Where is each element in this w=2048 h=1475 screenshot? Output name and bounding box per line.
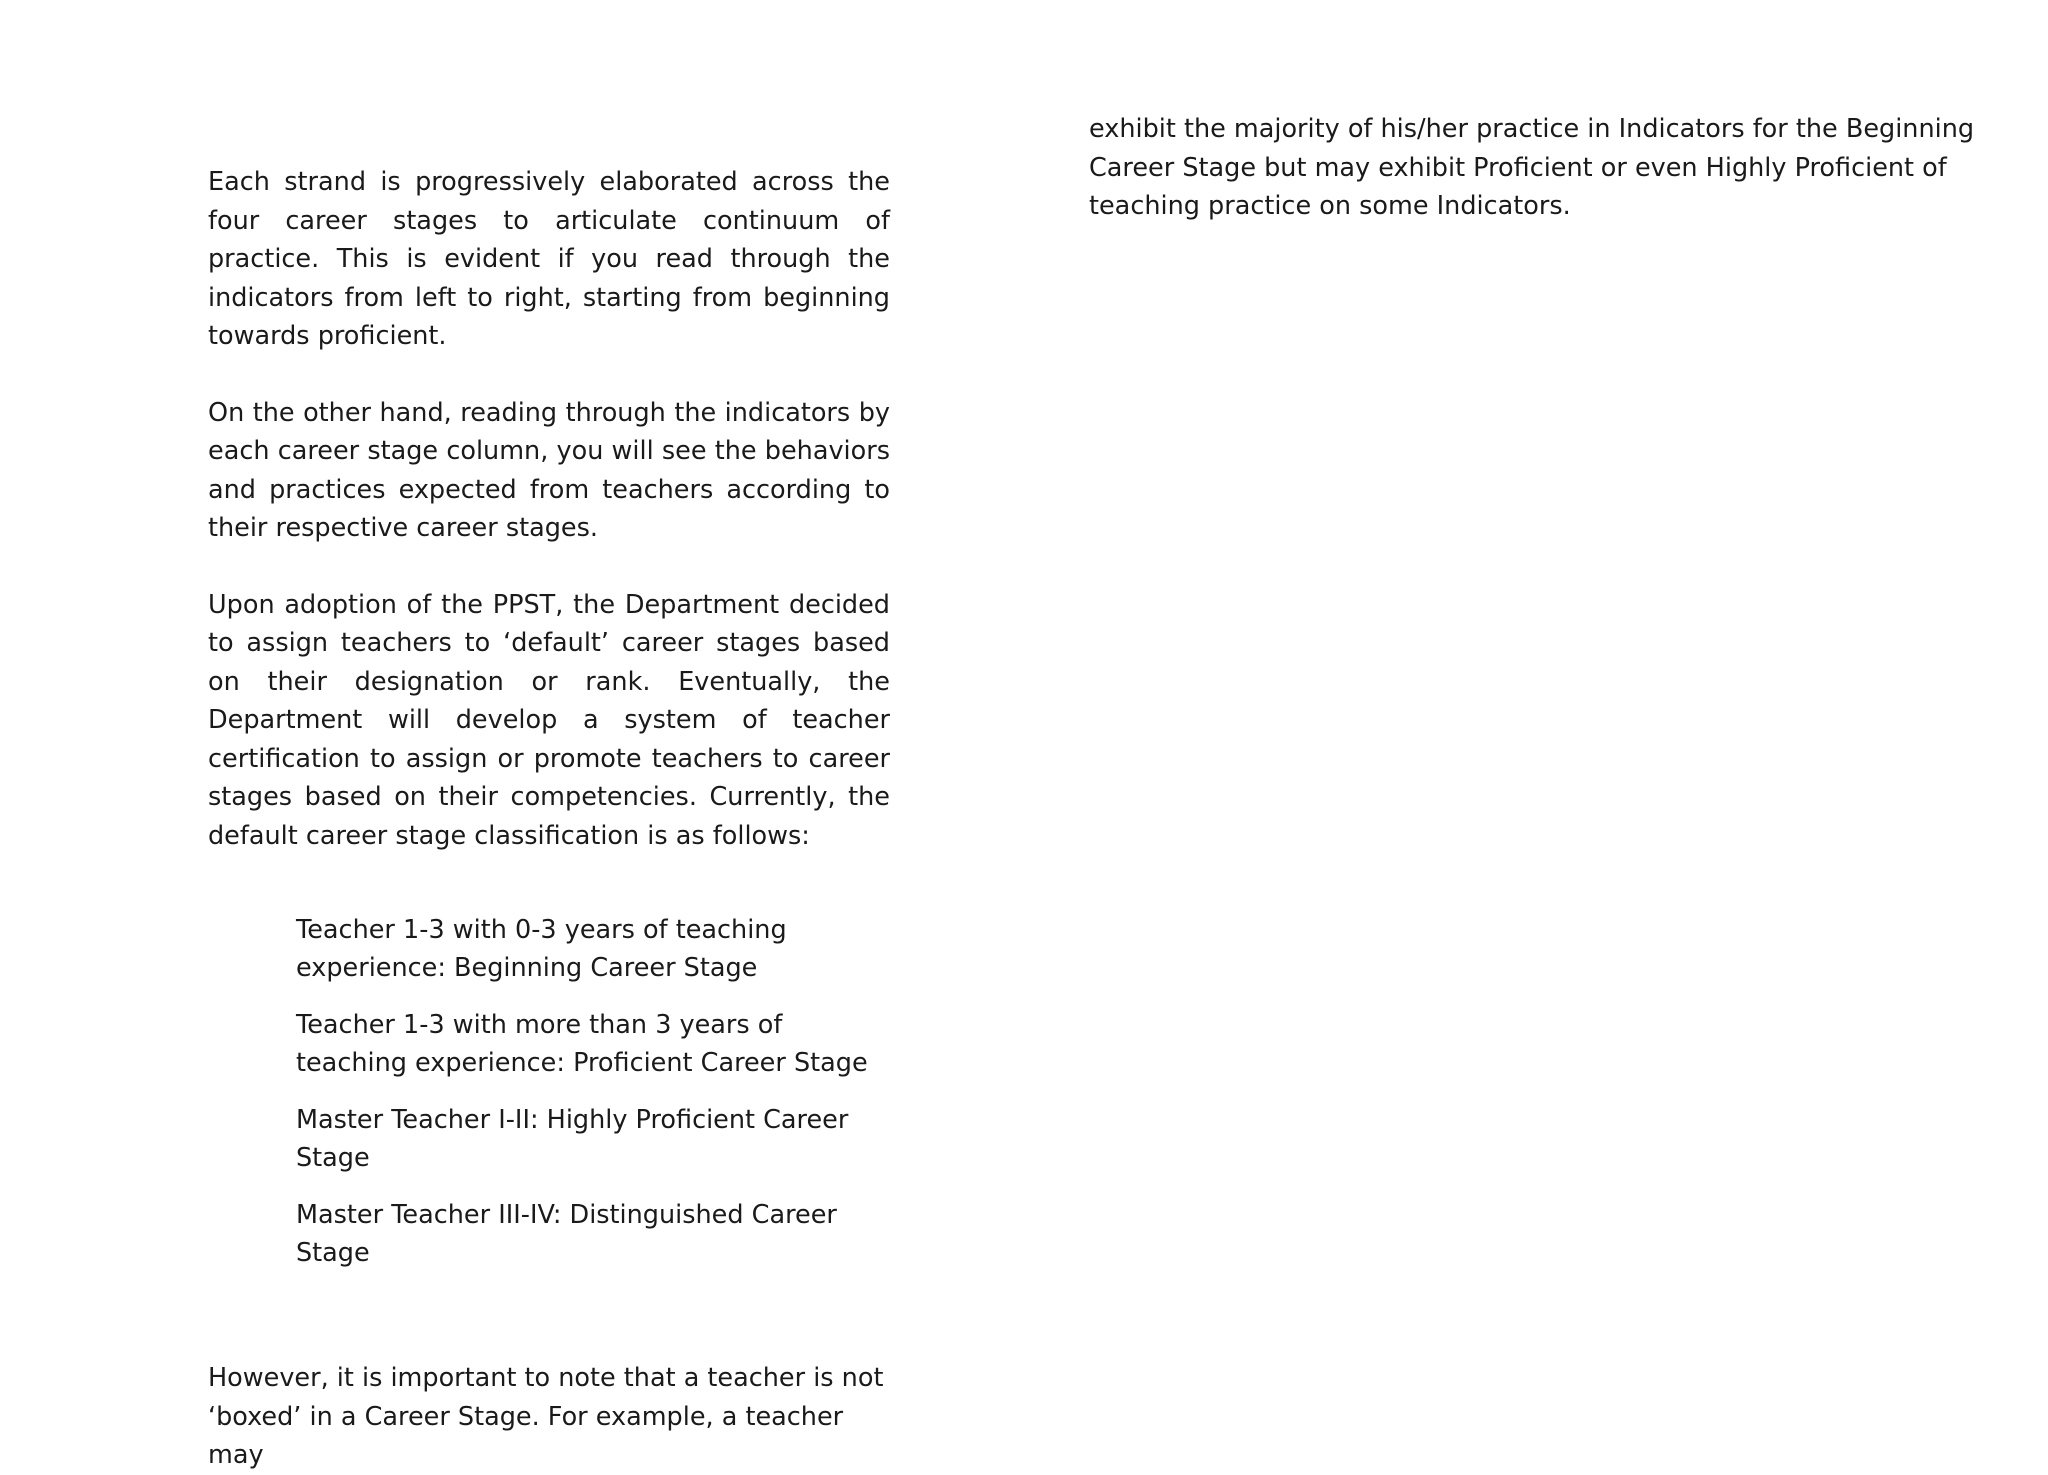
paragraph-ppst-adoption: Upon adoption of the PPST, the Department decided to assign teachers to ‘default’ career stages based on their designation or rank. Eventually, the Department will develop a system of teacher certification to assign or promote teachers to career stages based on their competencies. Currently, the default career stage classification is as follows: — [208, 589, 890, 851]
left-column — [208, 163, 890, 1475]
paragraph-strand-elaboration: Each strand is progressively elaborated across the four career stages to articulate continuum of practice. This is evident if you read through the indicators from left to right, starting from beginning towards proficient. — [208, 167, 890, 351]
career-stage-classification-list — [208, 912, 890, 1272]
list-item-beginning: Teacher 1-3 with 0-3 years of teaching experience: Beginning Career Stage — [296, 915, 787, 983]
paragraph-career-stage-columns: On the other hand, reading through the indicators by each career stage column, you will see the behaviors and practices expected from teachers according to their respective career stages. — [208, 397, 890, 543]
list-item-proficient: Teacher 1-3 with more than 3 years of teaching experience: Proficient Career Stage — [296, 1010, 868, 1078]
list-item-highly-proficient: Master Teacher I-II: Highly Proficient Career Stage — [296, 1105, 849, 1173]
list-item-distinguished: Master Teacher III-IV: Distinguished Career Stage — [296, 1200, 837, 1268]
paragraph-continuation: exhibit the majority of his/her practice in Indicators for the Beginning Career Stage but may exhibit Proficient or even Highly Proficient of teaching practice on some Indicators. — [1089, 114, 1975, 221]
right-column — [1089, 110, 2029, 226]
paragraph-not-boxed: However, it is important to note that a teacher is not ‘boxed’ in a Career Stage. For example, a teacher may — [208, 1363, 884, 1470]
